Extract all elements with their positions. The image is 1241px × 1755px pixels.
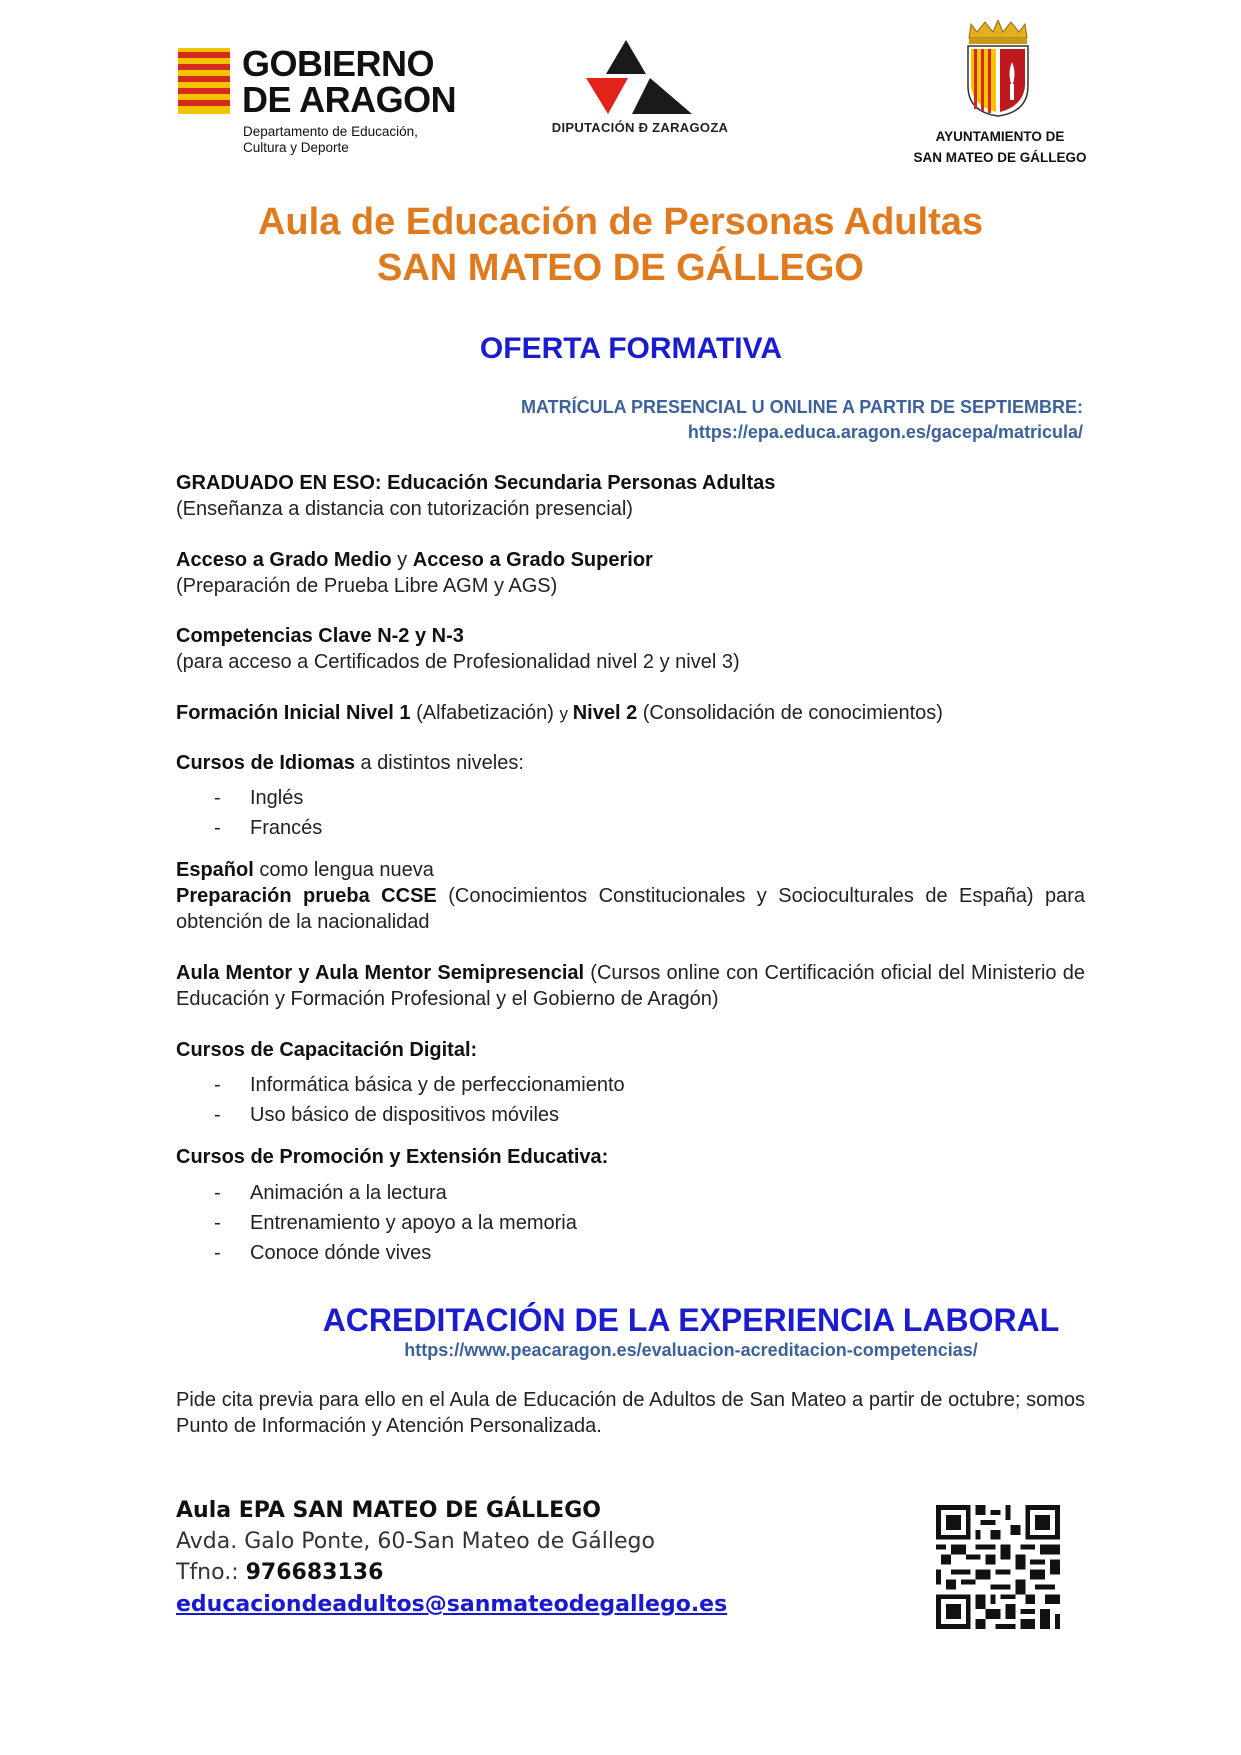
offer-competencias-detail: (para acceso a Certificados de Profesionalidad nivel 2 y nivel 3)	[176, 651, 740, 673]
dpz-triangle-icon	[584, 40, 694, 115]
ayuntamiento-shield-icon	[963, 20, 1033, 118]
enrollment-notice: MATRÍCULA PRESENCIAL U ONLINE A PARTIR DE SEPTIEMBRE:	[520, 397, 1083, 417]
offer-promocion	[176, 1144, 1085, 1170]
offer-espanol-title: Español	[176, 859, 254, 881]
list-item-text: Informática básica y de perfeccionamiento	[250, 1074, 625, 1096]
enrollment-block	[400, 395, 1083, 445]
list-item	[214, 1102, 559, 1128]
list-marker: -	[214, 1242, 221, 1264]
offer-eso	[176, 470, 1085, 522]
list-item-text: Conoce dónde vives	[250, 1242, 432, 1264]
accreditation-heading: ACREDITACIÓN DE LA EXPERIENCIA LABORAL	[322, 1302, 1060, 1338]
offer-formacion-level1: Formación Inicial Nivel 1	[176, 702, 411, 724]
offer-ccse-title: Preparación prueba CCSE	[176, 885, 437, 907]
list-item-text: Francés	[250, 817, 323, 839]
offer-eso-title: GRADUADO EN ESO: Educación Secundaria Personas Adultas	[176, 472, 776, 494]
qr-code-icon[interactable]	[936, 1505, 1060, 1629]
list-item-text: Inglés	[250, 787, 304, 809]
list-item	[214, 1072, 625, 1098]
offer-aula-mentor	[176, 960, 1085, 1012]
footer-phone-line	[176, 1558, 383, 1588]
list-marker: -	[214, 1104, 221, 1126]
offer-idiomas-rest: a distintos niveles:	[354, 752, 524, 774]
list-marker: -	[214, 1212, 221, 1234]
offer-espanol-rest: como lengua nueva	[253, 859, 434, 881]
oferta-formativa-heading: OFERTA FORMATIVA	[479, 332, 783, 365]
list-item	[214, 1180, 447, 1206]
aragon-logo-name-line1: GOBIERNO	[242, 43, 435, 84]
offer-formacion-level2: Nivel 2	[572, 702, 638, 724]
offer-competencias-title: Competencias Clave N-2 y N-3	[176, 625, 464, 647]
dpz-logo-text: DIPUTACIÓN Ð ZARAGOZA	[551, 120, 729, 135]
list-marker: -	[214, 1074, 221, 1096]
footer-phone-label: Tfno.:	[176, 1560, 246, 1585]
offer-digital-title: Cursos de Capacitación Digital:	[176, 1039, 478, 1061]
ayuntamiento-line2: SAN MATEO DE GÁLLEGO	[913, 150, 1087, 165]
offer-grado-detail: (Preparación de Prueba Libre AGM y AGS)	[176, 575, 558, 597]
list-marker: -	[214, 817, 221, 839]
enrollment-link[interactable]: https://epa.educa.aragon.es/gacepa/matricula/	[687, 422, 1083, 442]
footer-center-name: Aula EPA SAN MATEO DE GÁLLEGO	[176, 1498, 601, 1523]
list-item	[214, 1210, 577, 1236]
list-marker: -	[214, 787, 221, 809]
offer-formacion-level1-detail: (Alfabetización)	[410, 702, 560, 724]
footer-phone-number[interactable]: 976683136	[245, 1560, 384, 1585]
list-item	[214, 815, 322, 841]
aragon-flag-icon	[178, 48, 230, 114]
offer-mentor-title: Aula Mentor y Aula Mentor Semipresencial	[176, 962, 585, 984]
ayuntamiento-name	[880, 126, 1120, 168]
offer-grado-joiner: y	[391, 549, 413, 571]
offer-formacion-joiner: y	[559, 704, 573, 723]
offer-ccse-rest: (Conocimientos Constitucionales y Socioculturales de España) para obtención de la nacionalidad	[176, 885, 1086, 933]
list-item-text: Animación a la lectura	[250, 1182, 447, 1204]
offer-ccse	[176, 883, 1085, 935]
page-title-line1: Aula de Educación de Personas Adultas	[257, 201, 983, 243]
list-item	[214, 785, 303, 811]
aragon-logo-name-line2: DE ARAGON	[242, 79, 457, 120]
offer-mentor-rest: (Cursos online con Certificación oficial del Ministerio de Educación y Formación Profesional y el Gobierno de Aragón)	[176, 962, 1085, 1010]
offer-promocion-title: Cursos de Promoción y Extensión Educativa:	[176, 1146, 609, 1168]
aragon-logo-dept-line1: Departamento de Educación,	[243, 124, 418, 139]
offer-formacion-inicial	[176, 700, 1085, 727]
offer-formacion-level2-detail: (Consolidación de conocimientos)	[637, 702, 943, 724]
offer-eso-detail: (Enseñanza a distancia con tutorización presencial)	[176, 498, 633, 520]
aragon-logo-dept-line2: Cultura y Deporte	[243, 140, 349, 155]
list-item	[214, 1240, 431, 1266]
offer-digital	[176, 1037, 1085, 1063]
gobierno-aragon-logo	[178, 43, 478, 163]
offer-competencias	[176, 623, 1085, 675]
list-item-text: Entrenamiento y apoyo a la memoria	[250, 1212, 577, 1234]
ayuntamiento-line1: AYUNTAMIENTO DE	[935, 129, 1065, 144]
offer-idiomas	[176, 750, 1085, 776]
footer-address: Avda. Galo Ponte, 60-San Mateo de Gállego	[176, 1529, 655, 1554]
offer-idiomas-title: Cursos de Idiomas	[176, 752, 355, 774]
diputacion-zaragoza-logo	[540, 40, 740, 150]
page-title-line2: SAN MATEO DE GÁLLEGO	[377, 247, 864, 289]
aragon-logo-name	[242, 43, 457, 120]
list-item-text: Uso básico de dispositivos móviles	[250, 1104, 560, 1126]
offer-grado-medio: Acceso a Grado Medio	[176, 549, 392, 571]
accreditation-link[interactable]: https://www.peacaragon.es/evaluacion-acreditacion-competencias/	[404, 1340, 978, 1360]
aragon-logo-department	[243, 124, 418, 156]
offer-espanol	[176, 857, 1085, 883]
offer-grado-superior: Acceso a Grado Superior	[412, 549, 653, 571]
footer-email-link[interactable]: educaciondeadultos@sanmateodegallego.es	[176, 1592, 728, 1617]
accreditation-note: Pide cita previa para ello en el Aula de Educación de Adultos de San Mateo a partir de octubre; somos Punto de Información y Atención Personalizada.	[176, 1389, 1085, 1437]
offer-grado	[176, 547, 1085, 599]
list-marker: -	[214, 1182, 221, 1204]
